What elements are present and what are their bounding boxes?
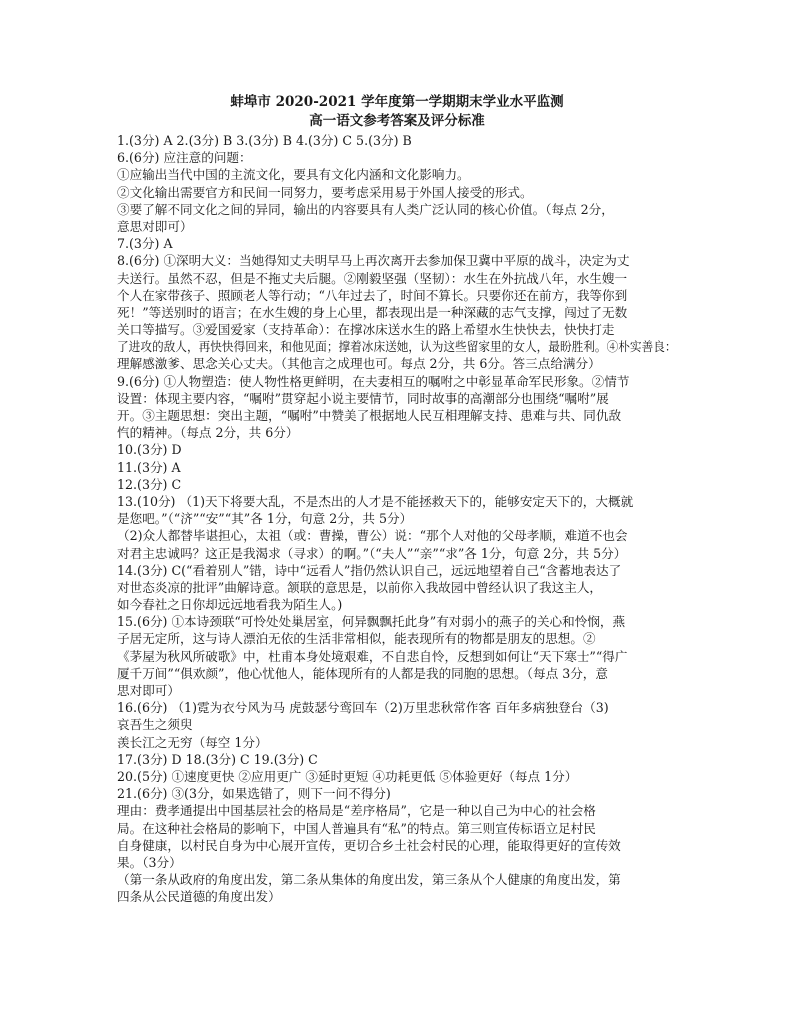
- text-line: 设置：体现主要内容，“嘱咐”贯穿起小说主要情节，同时故事的高潮部分也围绕“嘱咐”展: [117, 390, 609, 406]
- text-line: 果。（3分）: [117, 854, 182, 870]
- text-line: 6.(6分) 应注意的问题：: [117, 150, 252, 166]
- text-line: 对君主忠诚吗？这正是我渴求（寻求）的啊。”（“夫人”“亲”“求”各 1分，句意 2分，共 5分）: [117, 545, 627, 561]
- text-line: 9.(6分) ①人物塑造：使人物性格更鲜明，在夫妻相互的嘱咐之中彰显革命军民形象。②情节: [117, 373, 630, 389]
- text-line: 21.(6分) ③(3分，如果选错了，则下一问不得分): [117, 786, 391, 802]
- text-line: ②文化输出需要官方和民间一同努力，要考虑采用易于外国人接受的形式。: [117, 184, 533, 200]
- text-line: 忾的精神。（每点 2分，共 6分）: [117, 425, 299, 441]
- text-line: 8.(6分) ①深明大义：当她得知丈夫明早马上再次离开去参加保卫冀中平原的战斗，决定为丈: [117, 253, 630, 269]
- text-line: 是您吧。”（“济”“安”“其”各 1分，句意 2分，共 5分）: [117, 511, 413, 527]
- text-line: 12.(3分) C: [117, 476, 182, 492]
- text-line: 理解感激爹、思念关心丈夫。（其他言之成理也可。每点 2分，共 6分。答三点给满分）: [117, 356, 601, 372]
- text-line: 1.(3分) A 2.(3分) B 3.(3分) B 4.(3分) C 5.(3分) B: [117, 133, 412, 148]
- text-line: 意思对即可）: [117, 218, 193, 234]
- text-line: 思对即可）: [117, 683, 180, 698]
- text-line: 厦千万间”“俱欢颜”，他心忧他人，能体现所有的人都是我的同胞的思想。（每点 3分，意: [117, 665, 608, 681]
- text-line: 15.(6分) ①本诗颈联“可怜处处巢居室，何异飘飘托此身”有对弱小的燕子的关心和怜悯，燕: [117, 614, 626, 630]
- answer-body: [117, 132, 677, 905]
- text-line: （第一条从政府的角度出发，第二条从集体的角度出发，第三条从个人健康的角度出发，第: [117, 872, 621, 888]
- text-line: 个人在家带孩子、照顾老人等行动；“八年过去了，时间不算长。只要你还在前方，我等你到: [117, 287, 628, 303]
- text-line: （2)众人都替毕谌担心，太祖（或：曹操，曹公）说：“那个人对他的父母孝顺，难道不也会: [117, 528, 628, 544]
- text-line: 理由：费孝通提出中国基层社会的格局是“差序格局”，它是一种以自己为中心的社会格: [117, 803, 596, 819]
- text-line: 14.(3分) C(“看着别人”错，诗中“远看人”指仍然认识自己，远远地望着自己“含蓄地表达了: [117, 562, 622, 578]
- text-line: ①应输出当代中国的主流文化，要具有文化内涵和文化影响力。: [117, 167, 470, 183]
- text-line: 《茅屋为秋风所破歌》中，杜甫本身处境艰难，不自悲自怜，反想到如何让“天下寒士”“得广: [117, 648, 628, 664]
- text-line: 夫送行。虽然不忍，但是不拖丈夫后腿。②刚毅坚强（坚韧）：水生在外抗战八年，水生嫂一: [117, 270, 628, 286]
- text-line: 7.(3分) A: [117, 236, 173, 252]
- text-line: 16.(6分) （1)霓为衣兮风为马 虎鼓瑟兮鸾回车（2)万里悲秋常作客 百年多病独登台（3): [117, 700, 609, 716]
- document-subtitle: 高一语文参考答案及评分标准: [309, 113, 485, 129]
- text-line: 死！”等送别时的语言；在水生嫂的身上心里，都表现出是一种深藏的志气支撑，闯过了无数: [117, 304, 628, 320]
- text-line: 20.(5分) ①速度更快 ②应用更广 ③延时更短 ④功耗更低 ⑤体验更好（每点 1分）: [117, 768, 578, 784]
- text-line: 子居无定所，这与诗人漂泊无依的生活非常相似，能表现所有的物都是朋友的思想。②: [117, 631, 596, 647]
- document-title: 蚌埠市 2020-2021 学年度第一学期期末学业水平监测: [230, 94, 564, 110]
- text-line: 13.(10分) （1)天下将要大乱，不是杰出的人才是不能拯救天下的，能够安定天下的，大概就: [117, 493, 634, 509]
- text-line: 17.(3分) D 18.(3分) C 19.(3分) C: [117, 751, 318, 767]
- text-line: 关口等描写。③爱国爱家（支持革命）：在撑冰床送水生的路上希望水生快快去，快快打走: [117, 322, 615, 338]
- text-line: 羡长江之无穷（每空 1分）: [117, 734, 268, 750]
- text-line: 如今春社之日你却远远地看我为陌生人。): [117, 597, 343, 613]
- text-line: 自身健康，以村民自身为中心展开宣传，更切合乡土社会村民的心理，能取得更好的宣传效: [117, 837, 621, 853]
- text-line: 局。在这种社会格局的影响下，中国人普遍具有“私”的特点。第三则宣传标语立足村民: [117, 820, 596, 836]
- text-line: ③要了解不同文化之间的异同，输出的内容要具有人类广泛认同的核心价值。（每点 2分，: [117, 201, 614, 217]
- text-line: 哀吾生之须臾: [117, 717, 193, 733]
- text-line: 对世态炎凉的批评”曲解诗意。颔联的意思是，以前你入我故园中曾经认识了我这主人，: [117, 579, 603, 595]
- text-line: 开。③主题思想：突出主题，“嘱咐”中赞美了根据地人民互相理解支持、患难与共、同仇敌: [117, 408, 622, 423]
- text-line: 四条从公民道德的角度出发）: [117, 889, 281, 905]
- text-line: 11.(3分) A: [117, 459, 181, 475]
- text-line: 10.(3分) D: [117, 442, 182, 458]
- text-line: 了进攻的敌人，再快快得回来，和他见面；撑着冰床送她，认为这些留家里的女人，最盼胜利。④朴实善良：: [117, 339, 677, 355]
